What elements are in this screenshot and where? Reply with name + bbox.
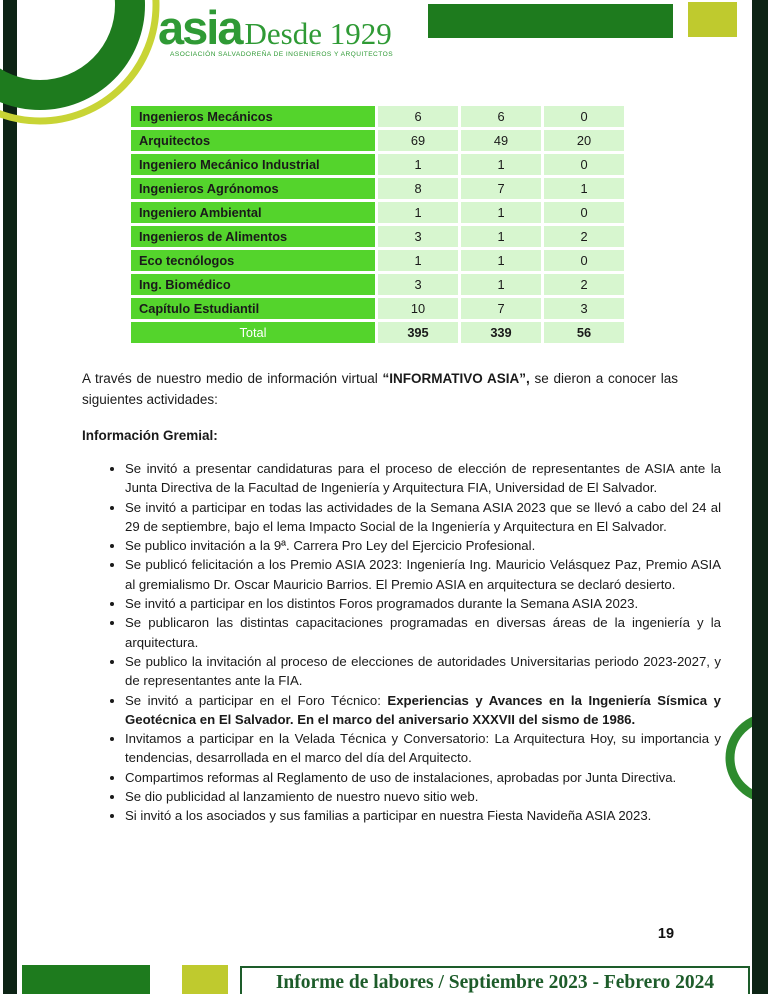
count-cell: 0	[544, 154, 624, 175]
activity-item: • Se invitó a presentar candidaturas para el proceso de elección de representantes de ASIA ante la Junta Directiva de la Facultad de Ingeniería y Arquitectura FIA, Universidad de El Salvador.	[125, 459, 721, 498]
category-cell: Ing. Biomédico	[131, 274, 375, 295]
members-table-body	[131, 106, 624, 343]
count-cell: 2	[544, 226, 624, 247]
table-row	[131, 130, 624, 151]
count-cell: 0	[544, 250, 624, 271]
count-cell: 6	[378, 106, 458, 127]
logo-wordmark: asia	[158, 1, 242, 54]
footer-green-bar	[22, 965, 150, 994]
count-cell: 3	[378, 274, 458, 295]
footer-title-box	[240, 966, 750, 994]
activity-item: • Se publico la invitación al proceso de elecciones de autoridades Universitarias periodo 2023-2027, y de representantes ante la FIA.	[125, 652, 721, 691]
table-row	[131, 274, 624, 295]
activity-item: • Se invitó a participar en el Foro Técnico: Experiencias y Avances en la Ingeniería Sísmica y Geotécnica en El Salvador. En el marco del aniversario XXXVII del sismo de 1986.	[125, 691, 721, 730]
table-row	[131, 178, 624, 199]
table-row	[131, 202, 624, 223]
count-cell: 1	[461, 202, 541, 223]
category-cell: Capítulo Estudiantil	[131, 298, 375, 319]
category-cell: Ingenieros Agrónomos	[131, 178, 375, 199]
count-cell: 1	[461, 226, 541, 247]
activity-item: • Si invitó a los asociados y sus familias a participar en nuestra Fiesta Navideña ASIA 2023.	[125, 806, 721, 825]
count-cell: 0	[544, 202, 624, 223]
section-heading: Información Gremial:	[82, 428, 218, 443]
table-row	[131, 106, 624, 127]
asia-logo	[158, 1, 392, 54]
category-cell: Total	[131, 322, 375, 343]
category-cell: Ingeniero Mecánico Industrial	[131, 154, 375, 175]
count-cell: 2	[544, 274, 624, 295]
page-number: 19	[657, 926, 675, 942]
count-cell: 20	[544, 130, 624, 151]
table-row	[131, 298, 624, 319]
activity-item: • Se publico invitación a la 9ª. Carrera Pro Ley del Ejercicio Profesional.	[125, 536, 721, 555]
count-cell: 6	[461, 106, 541, 127]
footer-lime-square	[182, 965, 228, 994]
count-cell: 7	[461, 298, 541, 319]
table-row	[131, 250, 624, 271]
category-cell: Eco tecnólogos	[131, 250, 375, 271]
logo-subtitle: ASOCIACIÓN SALVADOREÑA DE INGENIEROS Y ARQUITECTOS	[170, 51, 394, 58]
left-edge-bar	[3, 0, 17, 994]
activity-item: • Invitamos a participar en la Velada Técnica y Conversatorio: La Arquitectura Hoy, su importancia y tendencias, desarrollada en el marco del día del Arquitecto.	[125, 729, 721, 768]
count-cell: 56	[544, 322, 624, 343]
category-cell: Ingeniero Ambiental	[131, 202, 375, 223]
intro-paragraph: A través de nuestro medio de información virtual “INFORMATIVO ASIA”, se dieron a conocer las siguientes actividades:	[82, 371, 678, 407]
count-cell: 49	[461, 130, 541, 151]
right-edge-bar	[752, 0, 768, 994]
logo-since-text: Desde 1929	[244, 16, 392, 51]
count-cell: 1	[378, 154, 458, 175]
category-cell: Arquitectos	[131, 130, 375, 151]
count-cell: 1	[461, 154, 541, 175]
members-table	[128, 103, 627, 346]
activity-item: • Se publicaron las distintas capacitaciones programadas en diversas áreas de la ingeniería y la arquitectura.	[125, 613, 721, 652]
count-cell: 7	[461, 178, 541, 199]
count-cell: 1	[544, 178, 624, 199]
footer-title: Informe de labores / Septiembre 2023 - Febrero 2024	[275, 972, 715, 993]
count-cell: 10	[378, 298, 458, 319]
count-cell: 8	[378, 178, 458, 199]
header-green-bar	[428, 4, 673, 38]
activities-list	[82, 459, 721, 826]
count-cell: 1	[461, 250, 541, 271]
category-cell: Ingenieros de Alimentos	[131, 226, 375, 247]
count-cell: 1	[461, 274, 541, 295]
activity-item: • Se dio publicidad al lanzamiento de nuestro nuevo sitio web.	[125, 787, 721, 806]
activity-item: • Se invitó a participar en todas las actividades de la Semana ASIA 2023 que se llevó a cabo del 24 al 29 de septiembre, bajo el lema Impacto Social de la Ingeniería y Arquitectura en El Salvador.	[125, 498, 721, 537]
count-cell: 1	[378, 250, 458, 271]
count-cell: 0	[544, 106, 624, 127]
count-cell: 3	[544, 298, 624, 319]
logo-ring-icon	[0, 0, 130, 95]
count-cell: 1	[378, 202, 458, 223]
header-lime-square	[688, 2, 737, 37]
table-row	[131, 226, 624, 247]
activity-item: • Compartimos reformas al Reglamento de uso de instalaciones, aprobadas por Junta Directiva.	[125, 768, 721, 787]
count-cell: 339	[461, 322, 541, 343]
table-row	[131, 154, 624, 175]
category-cell: Ingenieros Mecánicos	[131, 106, 375, 127]
activity-item: • Se publicó felicitación a los Premio ASIA 2023: Ingeniería Ing. Mauricio Velásquez Paz, Premio ASIA al gremialismo Dr. Oscar Mauricio Barrios. El Premio ASIA en arquitectura se declaró desierto.	[125, 555, 721, 594]
activity-item: • Se invitó a participar en los distintos Foros programados durante la Semana ASIA 2023.	[125, 594, 721, 613]
count-cell: 395	[378, 322, 458, 343]
table-row	[131, 322, 624, 343]
count-cell: 69	[378, 130, 458, 151]
count-cell: 3	[378, 226, 458, 247]
